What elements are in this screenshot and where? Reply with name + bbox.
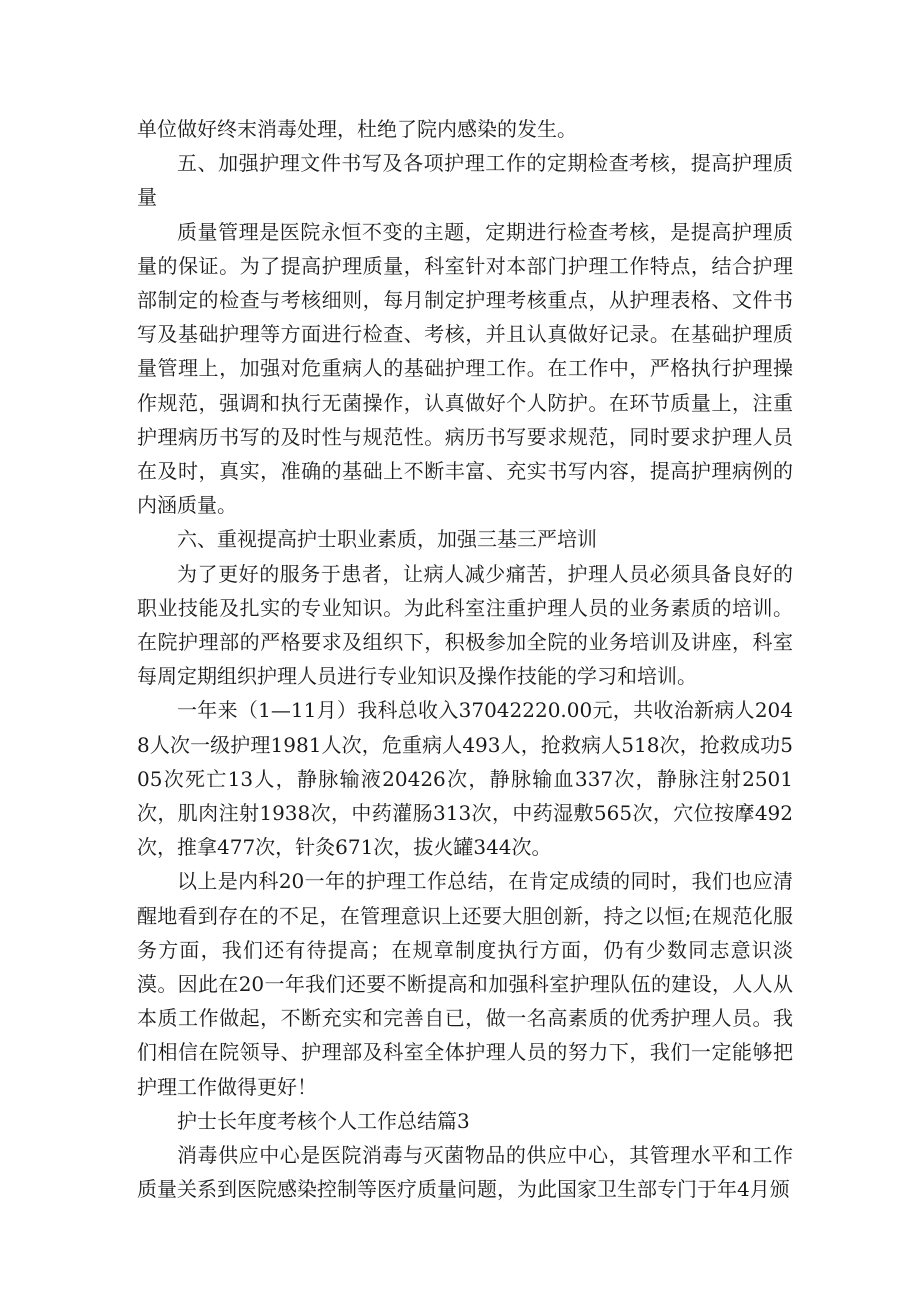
article-title-part3: 护士长年度考核个人工作总结篇3 xyxy=(177,1108,470,1133)
section-heading-five: 五、加强护理文件书写及各项护理工作的定期检查考核，提高护理质量 xyxy=(137,151,793,210)
paragraph-supply-center: 消毒供应中心是医院消毒与灭菌物品的供应中心，其管理水平和工作质量关系到医院感染控制等医疗质量问题，为此国家卫生部专门于年4月颁 xyxy=(137,1143,793,1202)
paragraph-quality-management: 质量管理是医院永恒不变的主题，定期进行检查考核，是提高护理质量的保证。为了提高护理质量，科室针对本部门护理工作特点，结合护理部制定的检查与考核细则，每月制定护理考核重点，从护理表格、文件书写及基础护理等方面进行检查、考核，并且认真做好记录。在基础护理质量管理上，加强对危重病人的基础护理工作。在工作中，严格执行护理操作规范，强调和执行无菌操作，认真做好个人防护。在环节质量上，注重护理病历书写的及时性与规范性。病历书写要求规范，同时要求护理人员在及时，真实，准确的基础上不断丰富、充实书写内容，提高护理病例的内涵质量。 xyxy=(137,219,793,518)
section-heading-six: 六、重视提高护士职业素质，加强三基三严培训 xyxy=(177,527,597,552)
paragraph-continuation: 单位做好终末消毒处理，杜绝了院内感染的发生。 xyxy=(137,117,577,141)
paragraph-statistics: 一年来（1—11月）我科总收入37042220.00元，共收治新病人2048人次一级护理1981人次，危重病人493人，抢救病人518次，抢救成功505次死亡13人，静脉输液20426次，静脉输血337次，静脉注射2501次，肌肉注射1938次，中药灌肠313次，中药湿敷565次，穴位按摩492次，推拿477次，针灸671次，拔火罐344次。 xyxy=(137,698,793,860)
document-body xyxy=(137,112,793,1207)
paragraph-training: 为了更好的服务于患者，让病人减少痛苦，护理人员必须具备良好的职业技能及扎实的专业知识。为此科室注重护理人员的业务素质的培训。在院护理部的严格要求及组织下，积极参加全院的业务培训及讲座，科室每周定期组织护理人员进行专业知识及操作技能的学习和培训。 xyxy=(137,561,793,689)
paragraph-conclusion: 以上是内科20一年的护理工作总结，在肯定成绩的同时，我们也应清醒地看到存在的不足，在管理意识上还要大胆创新，持之以恒;在规范化服务方面，我们还有待提高；在规章制度执行方面，仍有少数同志意识淡漠。因此在20一年我们还要不断提高和加强科室护理队伍的建设，人人从本质工作做起，不断充实和完善自已，做一名高素质的优秀护理人员。我们相信在院领导、护理部及科室全体护理人员的努力下，我们一定能够把护理工作做得更好！ xyxy=(137,869,793,1099)
